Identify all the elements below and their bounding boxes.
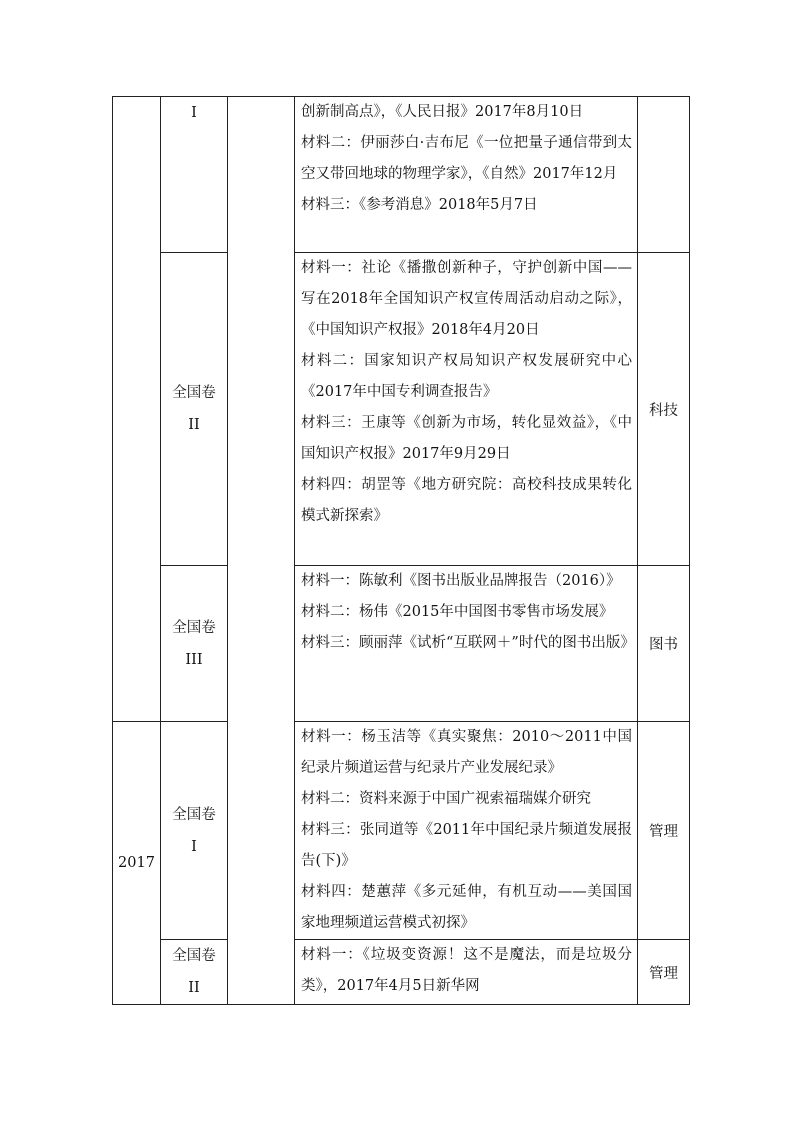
topic-cell: 科技	[638, 253, 690, 566]
material-item: 材料二：资料来源于中国广视索福瑞媒介研究	[301, 791, 591, 807]
material-item: 材料一：社论《播撒创新种子，守护创新中国——写在2018年全国知识产权宣传周活动启动之际》，《中国知识产权报》2018年4月20日	[301, 260, 632, 338]
table-row	[113, 722, 690, 940]
material-item: 材料一：《垃圾变资源！这不是魔法，而是垃圾分类》，2017年4月5日新华网	[301, 947, 632, 994]
topic-cell: 管理	[638, 940, 690, 1005]
blank-column-cell	[228, 97, 295, 1005]
paper-cell: 全国卷 I	[161, 722, 228, 940]
material-item: 材料三：顾丽萍《试析“互联网＋”时代的图书出版》	[301, 635, 635, 651]
material-item: 材料三：王康等《创新为市场，转化显效益》，《中国知识产权报》2017年9月29日	[301, 415, 632, 462]
material-item: 材料四：胡罡等《地方研究院：高校科技成果转化模式新探索》	[301, 477, 632, 524]
year-cell	[113, 97, 161, 722]
topic-cell	[638, 97, 690, 253]
paper-cell: 全国卷 III	[161, 566, 228, 722]
paper-cell: 全国卷 II	[161, 940, 228, 1005]
material-item: 材料二：伊丽莎白·吉布尼《一位把量子通信带到太空又带回地球的物理学家》，《自然》2017年12月	[301, 135, 632, 182]
material-item: 创新制高点》，《人民日报》2017年8月10日	[301, 104, 584, 120]
table-row	[113, 253, 690, 566]
materials-cell	[295, 722, 638, 940]
table-row	[113, 97, 690, 253]
material-item: 材料二：国家知识产权局知识产权发展研究中心《2017年中国专利调查报告》	[301, 353, 632, 400]
paper-cell: I	[161, 97, 228, 253]
year-cell: 2017	[113, 722, 161, 1005]
table-row	[113, 566, 690, 722]
materials-cell	[295, 97, 638, 253]
material-item: 材料二：杨伟《2015年中国图书零售市场发展》	[301, 604, 614, 620]
material-item: 材料一：杨玉洁等《真实聚焦：2010～2011中国纪录片频道运营与纪录片产业发展纪录》	[301, 729, 632, 776]
table-row	[113, 940, 690, 1005]
paper-cell: 全国卷 II	[161, 253, 228, 566]
materials-table	[112, 96, 690, 1005]
material-item: 材料三：张同道等《2011年中国纪录片频道发展报告(下)》	[301, 822, 632, 869]
topic-cell: 图书	[638, 566, 690, 722]
materials-cell	[295, 940, 638, 1005]
materials-cell	[295, 566, 638, 722]
material-item: 材料四：楚蕙萍《多元延伸，有机互动——美国国家地理频道运营模式初探》	[301, 884, 632, 931]
material-item: 材料一：陈敏利《图书出版业品牌报告（2016）》	[301, 573, 621, 589]
materials-cell	[295, 253, 638, 566]
material-item: 材料三：《参考消息》2018年5月7日	[301, 197, 538, 213]
topic-cell: 管理	[638, 722, 690, 940]
